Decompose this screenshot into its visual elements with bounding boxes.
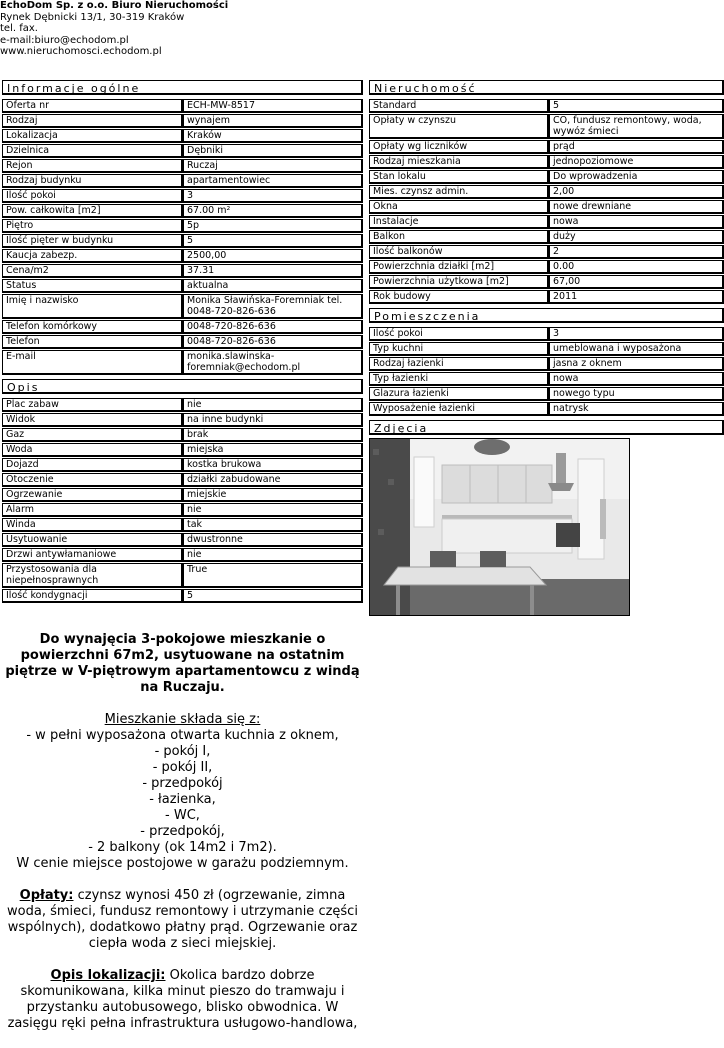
general-info-label: Rodzaj bbox=[2, 114, 183, 128]
property-label: Balkon bbox=[369, 230, 549, 244]
general-info-row bbox=[2, 350, 363, 375]
opis-value: miejska bbox=[183, 443, 363, 457]
opis-label: Plac zabaw bbox=[2, 398, 183, 412]
property-row bbox=[369, 114, 724, 139]
fees-paragraph bbox=[2, 888, 363, 952]
rooms-value: umeblowana i wyposażona bbox=[549, 342, 724, 356]
property-value: nowe drewniane bbox=[549, 200, 724, 214]
property-title: Nieruchomość bbox=[369, 80, 724, 95]
opis-row bbox=[2, 503, 363, 517]
rooms-label: Wyposażenie łazienki bbox=[369, 402, 549, 416]
opis-label: Usytuowanie bbox=[2, 533, 183, 547]
opis-value: kostka brukowa bbox=[183, 458, 363, 472]
general-info-row bbox=[2, 204, 363, 218]
general-info-label: Lokalizacja bbox=[2, 129, 183, 143]
rooms-label: Ilość pokoi bbox=[369, 327, 549, 341]
opis-value: nie bbox=[183, 398, 363, 412]
rooms-row bbox=[369, 372, 724, 386]
property-value: 67,00 bbox=[549, 275, 724, 289]
opis-value: 5 bbox=[183, 589, 363, 603]
property-label: Opłaty wg liczników bbox=[369, 140, 549, 154]
general-info-value: wynajem bbox=[183, 114, 363, 128]
composition-item: - 2 balkony (ok 14m2 i 7m2). bbox=[88, 840, 277, 855]
rooms-value: jasna z oknem bbox=[549, 357, 724, 371]
general-info-value: 3 bbox=[183, 189, 363, 203]
general-info-title: Informacje ogólne bbox=[2, 80, 363, 95]
opis-value: działki zabudowane bbox=[183, 473, 363, 487]
property-label: Powierzchnia działki [m2] bbox=[369, 260, 549, 274]
property-row bbox=[369, 170, 724, 184]
opis-value: nie bbox=[183, 548, 363, 562]
general-info-row bbox=[2, 264, 363, 278]
company-address: Rynek Dębnicki 13/1, 30-319 Kraków bbox=[0, 11, 185, 23]
left-column bbox=[2, 80, 363, 604]
fees-text: czynsz wynosi 450 zł (ogrzewanie, zimna woda, śmieci, fundusz remontowy i utrzymanie części wspólnych), dodatkowo płatny prąd. Ogrzewanie oraz ciepła woda z sieci miejskiej. bbox=[7, 888, 358, 951]
opis-row bbox=[2, 473, 363, 487]
property-row bbox=[369, 260, 724, 274]
opis-label: Winda bbox=[2, 518, 183, 532]
composition-item: - pokój I, bbox=[154, 744, 211, 759]
general-info-row bbox=[2, 249, 363, 263]
general-info-value: Dębniki bbox=[183, 144, 363, 158]
general-info-value: 5 bbox=[183, 234, 363, 248]
property-value: 2 bbox=[549, 245, 724, 259]
property-row bbox=[369, 155, 724, 169]
general-info-label: Cena/m2 bbox=[2, 264, 183, 278]
general-info-value: 0048-720-826-636 bbox=[183, 335, 363, 349]
general-info-label: Telefon komórkowy bbox=[2, 320, 183, 334]
composition-heading: Mieszkanie składa się z: bbox=[104, 712, 261, 727]
general-info-label: Oferta nr bbox=[2, 99, 183, 113]
rooms-row bbox=[369, 387, 724, 401]
opis-value: brak bbox=[183, 428, 363, 442]
rooms-value: natrysk bbox=[549, 402, 724, 416]
general-info-row bbox=[2, 234, 363, 248]
opis-label: Ogrzewanie bbox=[2, 488, 183, 502]
general-info-label: Status bbox=[2, 279, 183, 293]
kitchen-photo[interactable] bbox=[369, 438, 630, 616]
general-info-row bbox=[2, 279, 363, 293]
general-info-row bbox=[2, 114, 363, 128]
company-email: e-mail:biuro@echodom.pl bbox=[0, 34, 129, 46]
location-label: Opis lokalizacji: bbox=[50, 968, 166, 983]
property-row bbox=[369, 290, 724, 304]
opis-label: Przystosowania dla niepełnosprawnych bbox=[2, 563, 183, 588]
property-row bbox=[369, 99, 724, 113]
opis-row bbox=[2, 398, 363, 412]
property-label: Standard bbox=[369, 99, 549, 113]
property-value: duży bbox=[549, 230, 724, 244]
rooms-label: Typ kuchni bbox=[369, 342, 549, 356]
opis-label: Alarm bbox=[2, 503, 183, 517]
location-paragraph bbox=[2, 968, 363, 1032]
opis-value: miejskie bbox=[183, 488, 363, 502]
property-label: Rodzaj mieszkania bbox=[369, 155, 549, 169]
general-info-value: aktualna bbox=[183, 279, 363, 293]
company-website[interactable]: www.nieruchomosci.echodom.pl bbox=[0, 46, 162, 57]
opis-label: Ilość kondygnacji bbox=[2, 589, 183, 603]
description-lead: Do wynajęcia 3-pokojowe mieszkanie o powierzchni 67m2, usytuowane na ostatnim piętrze w V-piętrowym apartamentowcu z windą na Ruczaju. bbox=[5, 632, 360, 695]
opis-value: dwustronne bbox=[183, 533, 363, 547]
rooms-row bbox=[369, 402, 724, 416]
property-row bbox=[369, 200, 724, 214]
composition-item: - pokój II, bbox=[152, 760, 213, 775]
opis-label: Gaz bbox=[2, 428, 183, 442]
general-info-label: Imię i nazwisko bbox=[2, 294, 183, 319]
opis-row bbox=[2, 548, 363, 562]
general-info-label: Kaucja zabezp. bbox=[2, 249, 183, 263]
opis-label: Otoczenie bbox=[2, 473, 183, 487]
general-info-row bbox=[2, 189, 363, 203]
property-row bbox=[369, 245, 724, 259]
property-label: Stan lokalu bbox=[369, 170, 549, 184]
general-info-label: Piętro bbox=[2, 219, 183, 233]
general-info-label: Rodzaj budynku bbox=[2, 174, 183, 188]
composition-item: - WC, bbox=[165, 808, 200, 823]
agency-header bbox=[0, 0, 228, 58]
property-value: 0.00 bbox=[549, 260, 724, 274]
kitchen-photo-image bbox=[370, 439, 629, 615]
composition-item: - w pełni wyposażona otwarta kuchnia z oknem, bbox=[26, 728, 339, 743]
offer-description bbox=[2, 632, 363, 1048]
general-info-row bbox=[2, 174, 363, 188]
general-info-row bbox=[2, 99, 363, 113]
general-info-table bbox=[2, 98, 363, 376]
rooms-label: Rodzaj łazienki bbox=[369, 357, 549, 371]
opis-row bbox=[2, 458, 363, 472]
opis-row bbox=[2, 428, 363, 442]
parking-info: W cenie miejsce postojowe w garażu podziemnym. bbox=[16, 856, 349, 871]
rooms-value: 3 bbox=[549, 327, 724, 341]
property-label: Rok budowy bbox=[369, 290, 549, 304]
property-value: Do wprowadzenia bbox=[549, 170, 724, 184]
property-value: CO, fundusz remontowy, woda, wywóz śmieci bbox=[549, 114, 724, 139]
general-info-value: monika.slawinska-foremniak@echodom.pl bbox=[183, 350, 363, 375]
rooms-title: Pomieszczenia bbox=[369, 308, 724, 323]
general-info-label: Ilość pokoi bbox=[2, 189, 183, 203]
opis-value: nie bbox=[183, 503, 363, 517]
company-name: EchoDom Sp. z o.o. Biuro Nieruchomości bbox=[0, 0, 229, 11]
composition-list bbox=[2, 728, 363, 856]
opis-label: Woda bbox=[2, 443, 183, 457]
opis-value: na inne budynki bbox=[183, 413, 363, 427]
property-label: Ilość balkonów bbox=[369, 245, 549, 259]
photos-title: Zdjęcia bbox=[369, 420, 724, 435]
property-value: nowa bbox=[549, 215, 724, 229]
rooms-value: nowa bbox=[549, 372, 724, 386]
opis-title: Opis bbox=[2, 379, 363, 394]
rooms-table bbox=[369, 326, 724, 417]
opis-value: True bbox=[183, 563, 363, 588]
property-label: Opłaty w czynszu bbox=[369, 114, 549, 139]
composition-item: - przedpokój bbox=[142, 776, 223, 791]
opis-label: Widok bbox=[2, 413, 183, 427]
general-info-value: Monika Sławińska-Foremniak tel. 0048-720-826-636 bbox=[183, 294, 363, 319]
property-row bbox=[369, 275, 724, 289]
general-info-row bbox=[2, 129, 363, 143]
property-label: Mies. czynsz admin. bbox=[369, 185, 549, 199]
location-text: Okolica bardzo dobrze skomunikowana, kilka minut pieszo do tramwaju i przystanku autobusowego, blisko obwodnica. W zasięgu ręki pełna infrastruktura usługowo-handlowa, bbox=[7, 968, 358, 1031]
general-info-row bbox=[2, 144, 363, 158]
rooms-label: Glazura łazienki bbox=[369, 387, 549, 401]
rooms-value: nowego typu bbox=[549, 387, 724, 401]
composition-item: - przedpokój, bbox=[140, 824, 225, 839]
property-value: prąd bbox=[549, 140, 724, 154]
opis-value: tak bbox=[183, 518, 363, 532]
property-label: Okna bbox=[369, 200, 549, 214]
opis-row bbox=[2, 443, 363, 457]
opis-label: Drzwi antywłamaniowe bbox=[2, 548, 183, 562]
general-info-value: 2500,00 bbox=[183, 249, 363, 263]
property-value: jednopoziomowe bbox=[549, 155, 724, 169]
rooms-row bbox=[369, 342, 724, 356]
general-info-row bbox=[2, 335, 363, 349]
general-info-value: Kraków bbox=[183, 129, 363, 143]
opis-table bbox=[2, 397, 363, 604]
property-label: Instalacje bbox=[369, 215, 549, 229]
property-label: Powierzchnia użytkowa [m2] bbox=[369, 275, 549, 289]
general-info-value: ECH-MW-8517 bbox=[183, 99, 363, 113]
opis-row bbox=[2, 589, 363, 603]
general-info-row bbox=[2, 219, 363, 233]
property-value: 2011 bbox=[549, 290, 724, 304]
composition-item: - łazienka, bbox=[149, 792, 216, 807]
general-info-row bbox=[2, 159, 363, 173]
general-info-value: Ruczaj bbox=[183, 159, 363, 173]
general-info-label: Rejon bbox=[2, 159, 183, 173]
property-row bbox=[369, 140, 724, 154]
rooms-row bbox=[369, 327, 724, 341]
rooms-label: Typ łazienki bbox=[369, 372, 549, 386]
general-info-label: Pow. całkowita [m2] bbox=[2, 204, 183, 218]
general-info-value: 5p bbox=[183, 219, 363, 233]
general-info-row bbox=[2, 320, 363, 334]
opis-label: Dojazd bbox=[2, 458, 183, 472]
opis-row bbox=[2, 413, 363, 427]
general-info-value: 67.00 m² bbox=[183, 204, 363, 218]
general-info-label: E-mail bbox=[2, 350, 183, 375]
property-row bbox=[369, 215, 724, 229]
fees-label: Opłaty: bbox=[19, 888, 74, 903]
right-column bbox=[369, 80, 724, 616]
property-value: 2,00 bbox=[549, 185, 724, 199]
general-info-value: 37.31 bbox=[183, 264, 363, 278]
opis-row bbox=[2, 518, 363, 532]
general-info-label: Ilość pięter w budynku bbox=[2, 234, 183, 248]
opis-row bbox=[2, 563, 363, 588]
opis-row bbox=[2, 488, 363, 502]
rooms-row bbox=[369, 357, 724, 371]
opis-row bbox=[2, 533, 363, 547]
property-value: 5 bbox=[549, 99, 724, 113]
general-info-value: apartamentowiec bbox=[183, 174, 363, 188]
general-info-row bbox=[2, 294, 363, 319]
property-row bbox=[369, 230, 724, 244]
general-info-label: Telefon bbox=[2, 335, 183, 349]
property-table bbox=[369, 98, 724, 305]
general-info-value: 0048-720-826-636 bbox=[183, 320, 363, 334]
general-info-label: Dzielnica bbox=[2, 144, 183, 158]
company-phone: tel. fax. bbox=[0, 23, 38, 34]
property-row bbox=[369, 185, 724, 199]
